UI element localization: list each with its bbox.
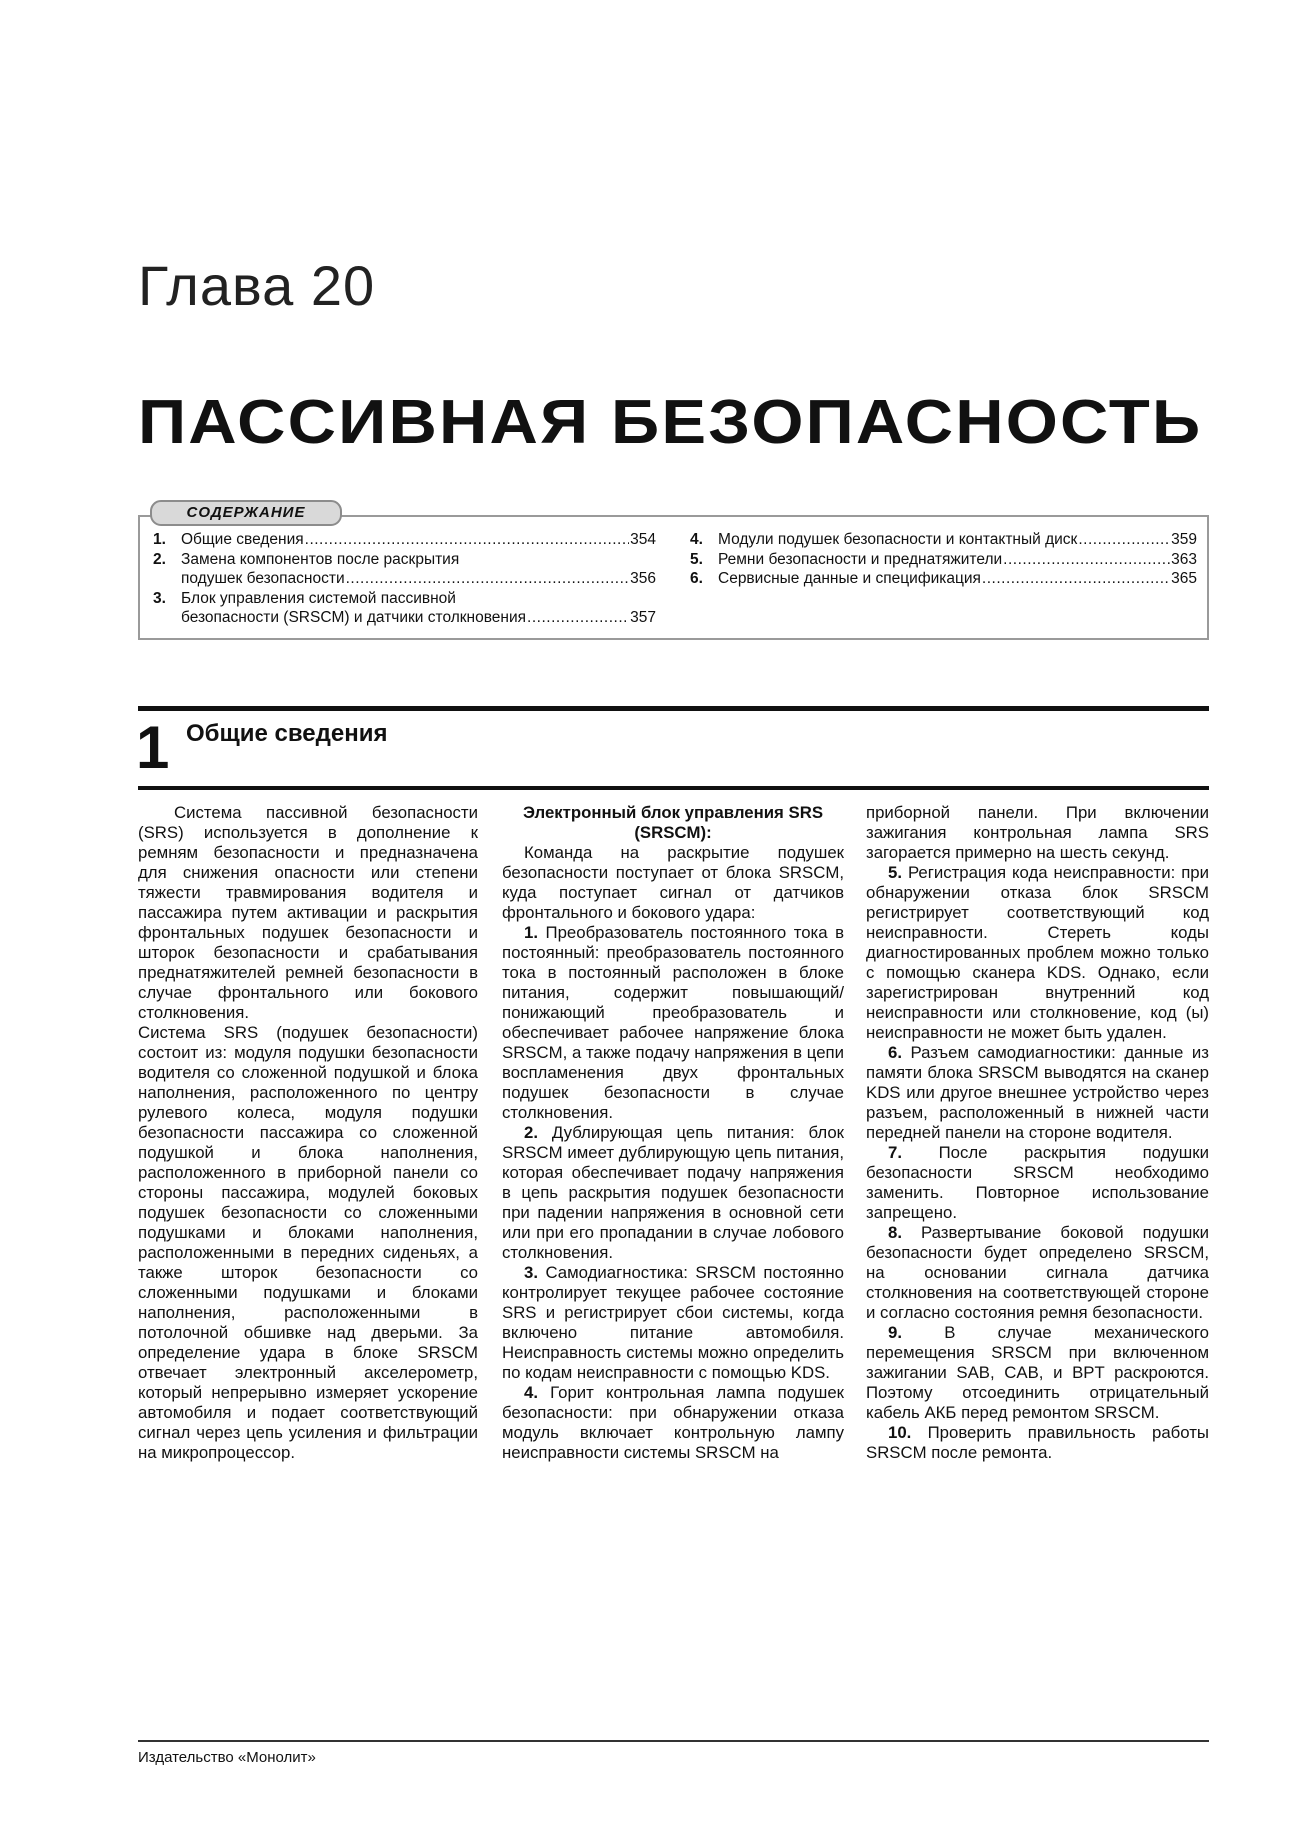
toc-item-number: 5.: [690, 550, 703, 568]
list-item-number: 6.: [888, 1043, 902, 1062]
list-item-text: После раскрытия подушки безопасности SRSCM необходимо заменить. Повторное использование запрещено.: [866, 1143, 1209, 1222]
toc-leader-dots: [527, 608, 629, 628]
list-item-text: Развертывание боковой подушки безопасности будет определено SRSCM, на основании сигнала датчика столкновения на соответствующей стороне и согласно состояния ремня безопасности.: [866, 1223, 1209, 1322]
list-item-text: В случае механического перемещения SRSCM при включенном зажигании SAB, CAB, и BPT раскроются. Поэтому отсоединить отрицательный кабель АКБ перед ремонтом SRSCM.: [866, 1323, 1209, 1422]
toc-item-6[interactable]: [690, 569, 1197, 589]
list-item: [866, 1323, 1209, 1423]
toc-item-1[interactable]: [153, 530, 656, 550]
text-column-2: [502, 803, 844, 1463]
toc-leader-dots: [346, 569, 630, 589]
toc-item-number: 4.: [690, 531, 703, 548]
list-item-text: Горит контрольная лампа подушек безопасности: при обнаружении отказа модуль включает контрольную лампу неисправности системы SRSCM на: [502, 1383, 845, 1462]
toc-leader-dots: [982, 569, 1170, 589]
list-item-text: Преобразователь постоянного тока в постоянный: преобразователь постоянного тока в постоянный расположен в блоке питания, содержит повышающий/понижающий преобразователь и обеспечивает рабочее напряжение блока SRSCM, а также подачу напряжения в цепи воспламенения двух фронтальных подушек безопасности в случае столкновения.: [502, 923, 844, 1122]
toc-column-left: [153, 530, 656, 628]
subsection-heading: Электронный блок управления SRS (SRSCM):: [522, 803, 824, 842]
toc-heading-tab: [150, 500, 342, 526]
paragraph: приборной панели. При включении зажигания контрольная лампа SRS загорается примерно на шесть секунд.: [866, 803, 1209, 862]
toc-item-page: 359: [1171, 531, 1197, 548]
footer-publisher: Издательство «Монолит»: [138, 1749, 316, 1766]
text-column-1: [138, 803, 478, 1463]
toc-item-title: Модули подушек безопасности и контактный диск: [718, 531, 1078, 548]
toc-leader-dots: [305, 530, 629, 550]
paragraph: Команда на раскрытие подушек безопасности поступает от блока SRSCM, куда поступает сигнал от датчиков фронтального и бокового удара:: [502, 843, 844, 922]
list-item-number: 1.: [524, 923, 538, 942]
list-item-number: 9.: [888, 1323, 902, 1342]
section-title: Общие сведения: [186, 720, 388, 747]
list-item-number: 3.: [524, 1263, 538, 1282]
chapter-title: ПАССИВНАЯ БЕЗОПАСНОСТЬ: [138, 388, 1203, 457]
toc-item-number: 3.: [153, 589, 166, 607]
toc-leader-dots: [1003, 550, 1170, 570]
list-item: [502, 1123, 844, 1263]
toc-item-number: 1.: [153, 531, 166, 548]
toc-item-page: 365: [1171, 570, 1197, 587]
list-item: [502, 1263, 844, 1383]
toc-column-right: [690, 530, 1197, 589]
section-number: 1: [136, 714, 170, 781]
list-item: [866, 1143, 1209, 1223]
list-item: [866, 1423, 1209, 1463]
toc-item-page: 363: [1171, 550, 1197, 568]
list-item-number: 10.: [888, 1423, 912, 1442]
toc-item-title: безопасности (SRSCM) и датчики столкновения: [181, 609, 527, 626]
toc-item-3[interactable]: [153, 589, 656, 628]
footer-rule: [138, 1740, 1209, 1742]
list-item-text: Дублирующая цепь питания: блок SRSCM имеет дублирующую цепь питания, которая обеспечивает подачу напряжения в цепь раскрытия подушек безопасности при падении напряжения в основной сети или при его пропадании в случае лобового столкновения.: [502, 1123, 844, 1262]
toc-item-number: 6.: [690, 570, 703, 587]
section-rule-top: [138, 706, 1209, 711]
toc-item-number: 2.: [153, 550, 166, 568]
toc-leader-dots: [1078, 530, 1170, 550]
toc-item-page: 356: [630, 570, 656, 587]
paragraph: Система SRS (подушек безопасности) состоит из: модуля подушки безопасности водителя со сложенной подушкой и блока наполнения, расположенного по центру рулевого колеса, модуля подушки безопасности пассажира со сложенной подушкой и блока наполнения, расположенного в приборной панели со стороны пассажира, модулей боковых подушек безопасности со сложенными подушками и блоками наполнения, расположенными в передних сиденьях, а также шторок безопасности со сложенными подушками и блоками наполнения, расположенными в потолочной обшивке над дверьми. За определение удара в блоке SRSCM отвечает электронный акселерометр, который непрерывно измеряет ускорение автомобиля и подает соответствующий сигнал через цепь усиления и фильтрации на микропроцессор.: [138, 1023, 478, 1462]
list-item-number: 4.: [524, 1383, 538, 1402]
toc-item-2[interactable]: [153, 550, 656, 589]
toc-item-title: Замена компонентов после раскрытия: [181, 550, 460, 568]
list-item: [866, 863, 1209, 1043]
list-item-text: Разъем самодиагностики: данные из памяти блока SRSCM выводятся на сканер KDS или другое внешнее устройство через разъем, расположенный в нижней части передней панели на стороне водителя.: [866, 1043, 1209, 1142]
text-column-3: [866, 803, 1209, 1463]
list-item: [502, 923, 844, 1123]
list-item-text: Самодиагностика: SRSCM постоянно контролирует текущее рабочее состояние SRS и регистрирует сбои системы, когда включено питание автомобиля. Неисправность системы можно определить по кодам неисправности с помощью KDS.: [502, 1263, 844, 1382]
paragraph: Система пассивной безопасности (SRS) используется в дополнение к ремням безопасности и предназначена для снижения опасности или степени тяжести травмирования водителя и пассажира путем активации и раскрытия фронтальных подушек безопасности и шторок безопасности и срабатывания преднатяжителей ремней безопасности в случае фронтального или бокового столкновения.: [138, 803, 478, 1022]
toc-item-page: 357: [630, 609, 656, 626]
toc-heading: СОДЕРЖАНИЕ: [186, 504, 306, 521]
list-item-number: 8.: [888, 1223, 902, 1242]
list-item-number: 7.: [888, 1143, 902, 1162]
list-item: [866, 1223, 1209, 1323]
chapter-label: Глава 20: [138, 254, 376, 317]
toc-item-title: подушек безопасности: [181, 570, 345, 587]
toc-item-title: Сервисные данные и спецификация: [718, 570, 981, 587]
list-item-text: Регистрация кода неисправности: при обнаружении отказа блок SRSCM регистрирует соответствующий код неисправности. Стереть коды диагностированных проблем можно только с помощью сканера KDS. Однако, если зарегистрирован внутренний код неисправности или столкновение, код (ы) неисправности не может быть удален.: [866, 863, 1209, 1042]
section-rule-bottom: [138, 786, 1209, 790]
list-item: [866, 1043, 1209, 1143]
toc-item-title: Блок управления системой пассивной: [181, 589, 456, 607]
toc-item-title: Ремни безопасности и преднатяжители: [718, 550, 1003, 568]
list-item: [502, 1383, 844, 1463]
toc-item-title: Общие сведения: [181, 531, 304, 548]
toc-item-page: 354: [630, 531, 656, 548]
toc-item-4[interactable]: [690, 530, 1197, 550]
list-item-number: 5.: [888, 863, 902, 882]
list-item-number: 2.: [524, 1123, 538, 1142]
list-item-text: Проверить правильность работы SRSCM после ремонта.: [866, 1423, 1209, 1462]
toc-item-5[interactable]: [690, 550, 1197, 570]
